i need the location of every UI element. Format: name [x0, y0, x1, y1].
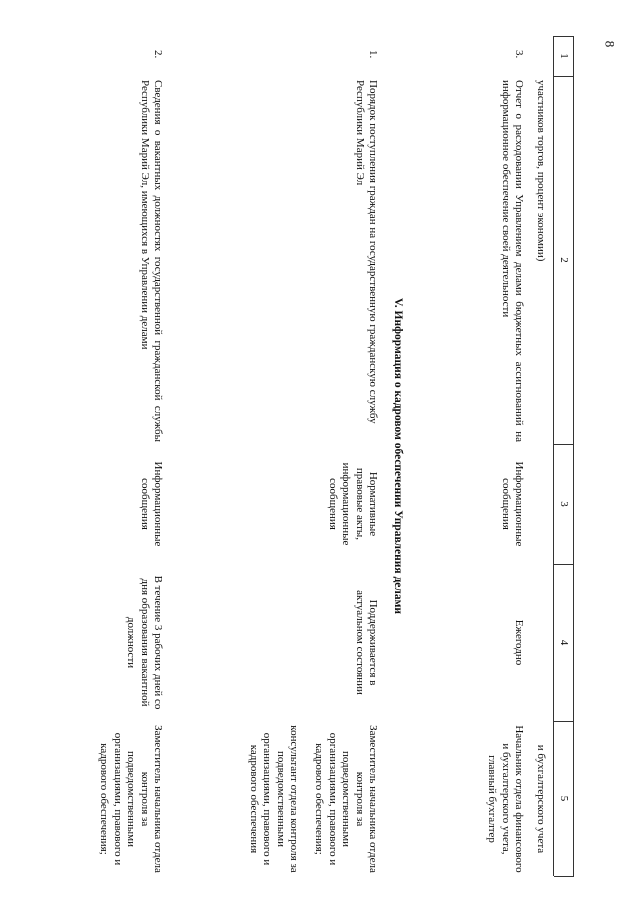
row-number: 3.: [513, 50, 525, 59]
col-border-5: [554, 876, 574, 877]
row-name: Отчет о расходовании Управлением делами бюджетных ассигнований на информационное обеспечение своей деятельности: [499, 80, 525, 442]
column-number: 3: [558, 501, 570, 507]
row-name: Порядок поступления граждан на государственную гражданскую службу Республики Марий Эл: [353, 80, 379, 424]
responsible-deputy: Заместитель начальника отдела контроля за подведомственными организациями, правового и кадрового обеспечения;: [313, 725, 379, 873]
row-responsible: [246, 724, 379, 874]
row-responsible: Заместитель начальника отдела контроля за подведомственными организациями, правового и кадрового обеспечения;: [98, 725, 164, 873]
row-name: Сведения о вакантных должностях государственной гражданской службы Республики Марий Эл, имеющихся в Управлении делами: [138, 80, 164, 442]
header-bottom-border: [553, 36, 554, 876]
column-number: 4: [558, 639, 570, 646]
row-responsible: Начальник отдела финансового и бухгалтерского учета, главный бухгалтер: [486, 725, 525, 873]
table-landscape: [74, 36, 574, 876]
row-form: Информационные сообщения: [499, 461, 525, 547]
row-form: Информационные сообщения: [138, 461, 164, 547]
row-period: В течение 3 рабочих дней со дня образования вакантной должности: [125, 575, 164, 710]
row-number: 1.: [367, 50, 379, 59]
page-number: 8: [602, 40, 618, 48]
column-number: 5: [558, 795, 570, 802]
column-number: 1: [558, 53, 570, 59]
row-number: 2.: [152, 50, 164, 59]
row-period: Ежегодно: [513, 619, 525, 666]
row-form: Нормативные правовые акты, информационные сообщения: [326, 462, 379, 546]
continued-row-name: участников торгов, процент экономии): [535, 80, 547, 262]
responsible-consultant: консультант отдела контроля за подведомственными организациями, правового и кадрового обеспечения: [247, 725, 300, 873]
continued-row-responsible: и бухгалтерского учета: [535, 744, 547, 854]
column-number: 2: [558, 257, 570, 263]
section-heading: V. Информация о кадровом обеспечении Управления делами: [392, 297, 404, 615]
table-top-border: [573, 36, 574, 876]
row-period: Поддерживается в актуальном состоянии: [353, 590, 379, 695]
